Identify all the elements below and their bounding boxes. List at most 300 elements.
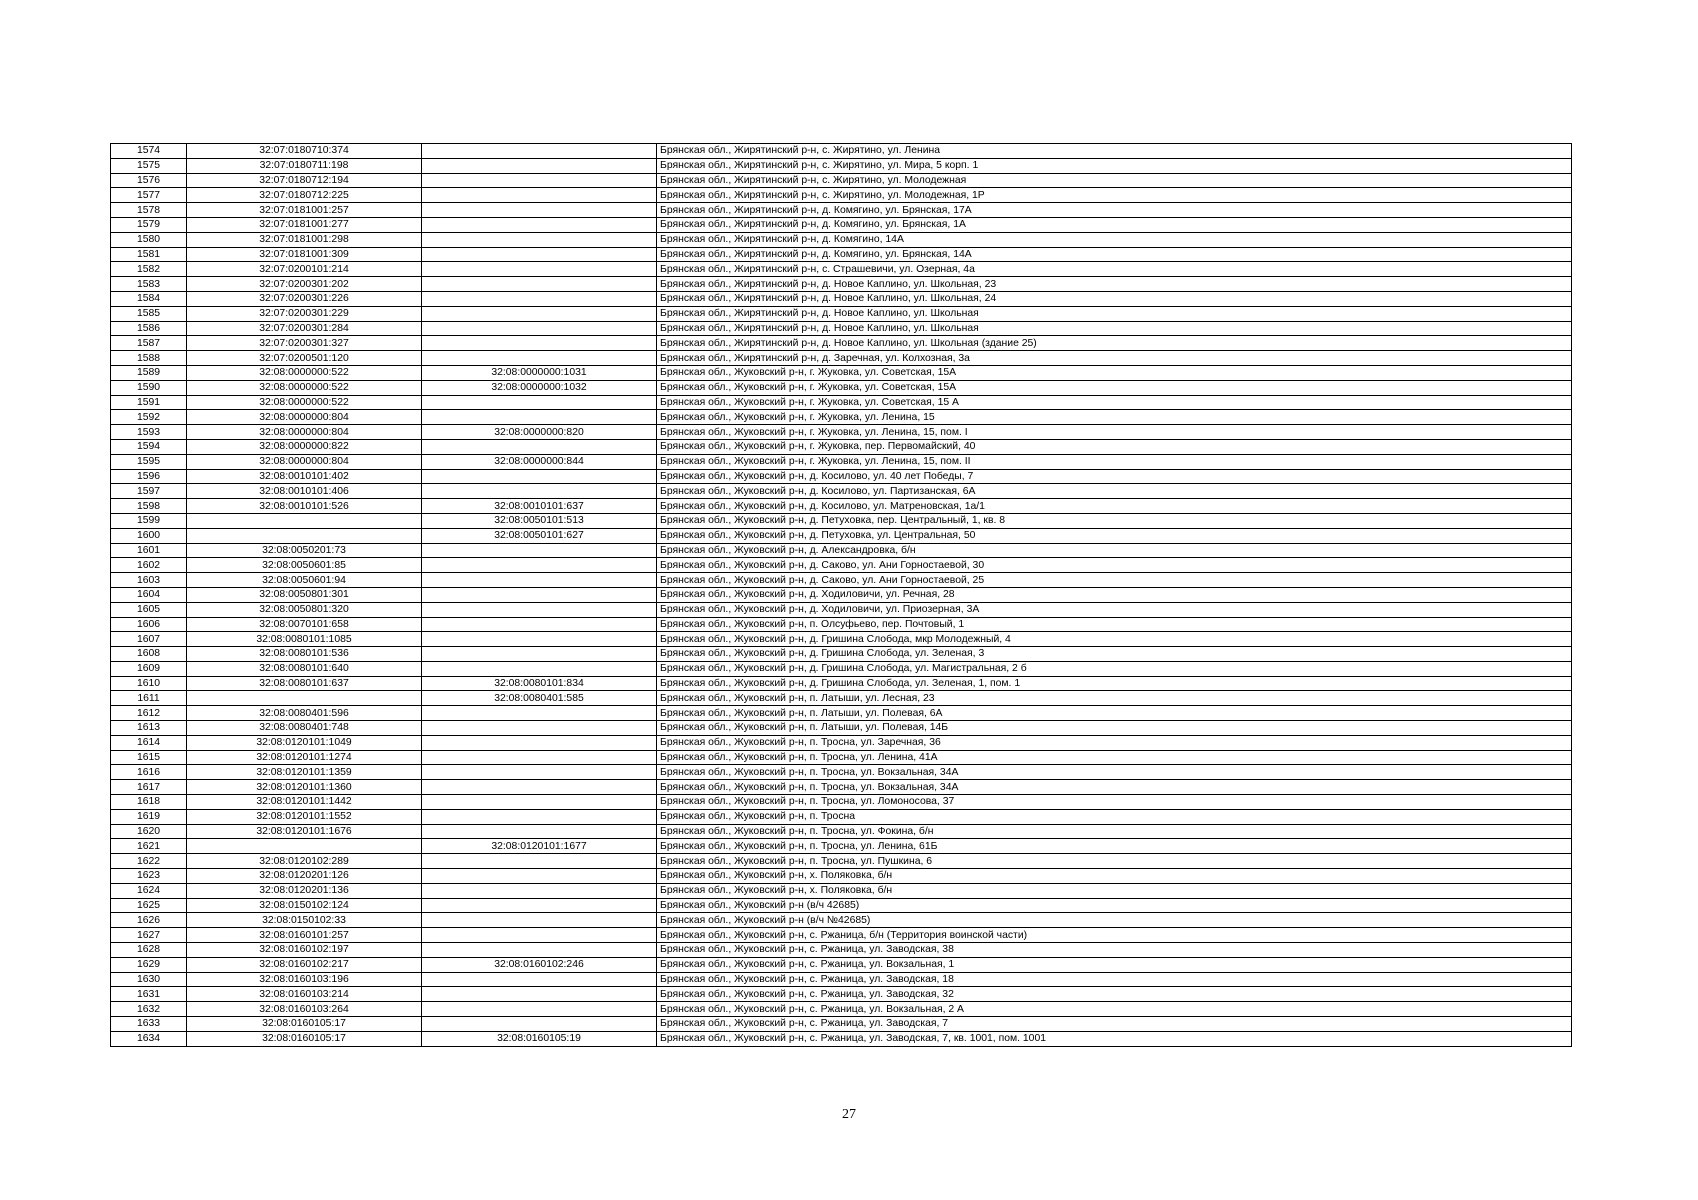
table-row [111, 765, 1572, 780]
address-cell: Брянская обл., Жирятинский р-н, д. Новое Каплино, ул. Школьная [657, 321, 1572, 336]
table-row [111, 691, 1572, 706]
table-row [111, 321, 1572, 336]
address-cell: Брянская обл., Жуковский р-н, г. Жуковка, ул. Ленина, 15, пом. I [657, 425, 1572, 440]
sub-cadastral-number-cell: 32:08:0080401:585 [422, 691, 657, 706]
row-number-cell: 1613 [111, 721, 187, 736]
address-cell: Брянская обл., Жуковский р-н, д. Гришина Слобода, ул. Зеленая, 3 [657, 647, 1572, 662]
cadastral-number-cell: 32:08:0160103:264 [187, 1002, 422, 1017]
sub-cadastral-number-cell: 32:08:0000000:820 [422, 425, 657, 440]
table-row [111, 854, 1572, 869]
cadastral-number-cell: 32:08:0000000:822 [187, 439, 422, 454]
table-row [111, 573, 1572, 588]
row-number-cell: 1607 [111, 632, 187, 647]
row-number-cell: 1632 [111, 1002, 187, 1017]
address-cell: Брянская обл., Жуковский р-н, п. Тросна, ул. Ленина, 41А [657, 750, 1572, 765]
address-cell: Брянская обл., Жуковский р-н, г. Жуковка, пер. Первомайский, 40 [657, 439, 1572, 454]
row-number-cell: 1611 [111, 691, 187, 706]
table-row [111, 883, 1572, 898]
address-cell: Брянская обл., Жуковский р-н, п. Латыши, ул. Лесная, 23 [657, 691, 1572, 706]
table-row [111, 144, 1572, 159]
row-number-cell: 1576 [111, 173, 187, 188]
address-cell: Брянская обл., Жуковский р-н, п. Тросна, ул. Вокзальная, 34А [657, 765, 1572, 780]
address-cell: Брянская обл., Жирятинский р-н, д. Новое Каплино, ул. Школьная, 23 [657, 277, 1572, 292]
sub-cadastral-number-cell: 32:08:0080101:834 [422, 676, 657, 691]
sub-cadastral-number-cell [422, 735, 657, 750]
table-row [111, 617, 1572, 632]
cadastral-number-cell: 32:08:0120101:1676 [187, 824, 422, 839]
row-number-cell: 1585 [111, 306, 187, 321]
sub-cadastral-number-cell [422, 306, 657, 321]
cadastral-number-cell: 32:08:0050801:301 [187, 587, 422, 602]
cadastral-number-cell: 32:08:0150102:124 [187, 898, 422, 913]
table-row [111, 365, 1572, 380]
address-cell: Брянская обл., Жуковский р-н, п. Латыши, ул. Полевая, 14Б [657, 721, 1572, 736]
sub-cadastral-number-cell [422, 587, 657, 602]
address-cell: Брянская обл., Жуковский р-н, д. Косилово, ул. Матреновская, 1а/1 [657, 499, 1572, 514]
sub-cadastral-number-cell [422, 336, 657, 351]
table-row [111, 439, 1572, 454]
table-row [111, 928, 1572, 943]
row-number-cell: 1634 [111, 1031, 187, 1046]
sub-cadastral-number-cell [422, 321, 657, 336]
sub-cadastral-number-cell [422, 898, 657, 913]
address-cell: Брянская обл., Жирятинский р-н, д. Новое Каплино, ул. Школьная (здание 25) [657, 336, 1572, 351]
cadastral-number-cell: 32:08:0160105:17 [187, 1017, 422, 1032]
sub-cadastral-number-cell [422, 987, 657, 1002]
address-cell: Брянская обл., Жирятинский р-н, д. Новое Каплино, ул. Школьная [657, 306, 1572, 321]
address-cell: Брянская обл., Жирятинский р-н, с. Жирятино, ул. Молодежная [657, 173, 1572, 188]
row-number-cell: 1588 [111, 351, 187, 366]
cadastral-number-cell: 32:07:0181001:277 [187, 217, 422, 232]
table-row [111, 336, 1572, 351]
cadastral-number-cell: 32:08:0080401:748 [187, 721, 422, 736]
row-number-cell: 1614 [111, 735, 187, 750]
page-number: 27 [842, 1107, 856, 1122]
sub-cadastral-number-cell [422, 602, 657, 617]
table-row [111, 898, 1572, 913]
address-cell: Брянская обл., Жирятинский р-н, с. Жирятино, ул. Молодежная, 1Р [657, 188, 1572, 203]
address-cell: Брянская обл., Жуковский р-н (в/ч №42685) [657, 913, 1572, 928]
cadastral-number-cell: 32:08:0160105:17 [187, 1031, 422, 1046]
table-row [111, 957, 1572, 972]
sub-cadastral-number-cell [422, 291, 657, 306]
cadastral-number-cell: 32:08:0160102:197 [187, 943, 422, 958]
sub-cadastral-number-cell [422, 883, 657, 898]
row-number-cell: 1590 [111, 380, 187, 395]
table-row [111, 869, 1572, 884]
row-number-cell: 1594 [111, 439, 187, 454]
cadastral-number-cell: 32:07:0200101:214 [187, 262, 422, 277]
address-cell: Брянская обл., Жуковский р-н, п. Тросна, ул. Ломоносова, 37 [657, 795, 1572, 810]
table-row [111, 543, 1572, 558]
table-row [111, 721, 1572, 736]
row-number-cell: 1633 [111, 1017, 187, 1032]
cadastral-number-cell: 32:07:0200301:284 [187, 321, 422, 336]
sub-cadastral-number-cell: 32:08:0000000:1031 [422, 365, 657, 380]
row-number-cell: 1621 [111, 839, 187, 854]
address-cell: Брянская обл., Жуковский р-н, х. Поляковка, б/н [657, 869, 1572, 884]
cadastral-number-cell: 32:08:0080101:1085 [187, 632, 422, 647]
address-cell: Брянская обл., Жуковский р-н, с. Ржаница, б/н (Территория воинской части) [657, 928, 1572, 943]
sub-cadastral-number-cell [422, 558, 657, 573]
cadastral-number-cell: 32:07:0200301:226 [187, 291, 422, 306]
table-row [111, 647, 1572, 662]
cadastral-number-cell: 32:08:0000000:522 [187, 395, 422, 410]
row-number-cell: 1583 [111, 277, 187, 292]
address-cell: Брянская обл., Жирятинский р-н, с. Жирятино, ул. Ленина [657, 144, 1572, 159]
table-row [111, 351, 1572, 366]
sub-cadastral-number-cell [422, 203, 657, 218]
table-row [111, 839, 1572, 854]
address-cell: Брянская обл., Жуковский р-н, х. Поляковка, б/н [657, 883, 1572, 898]
sub-cadastral-number-cell [422, 854, 657, 869]
row-number-cell: 1598 [111, 499, 187, 514]
table-row [111, 277, 1572, 292]
table-row [111, 454, 1572, 469]
cadastral-number-cell: 32:08:0000000:804 [187, 425, 422, 440]
table-row [111, 232, 1572, 247]
sub-cadastral-number-cell: 32:08:0160105:19 [422, 1031, 657, 1046]
address-cell: Брянская обл., Жирятинский р-н, д. Комягино, ул. Брянская, 14А [657, 247, 1572, 262]
row-number-cell: 1593 [111, 425, 187, 440]
address-cell: Брянская обл., Жуковский р-н, с. Ржаница, ул. Заводская, 32 [657, 987, 1572, 1002]
row-number-cell: 1630 [111, 972, 187, 987]
row-number-cell: 1599 [111, 513, 187, 528]
sub-cadastral-number-cell [422, 706, 657, 721]
sub-cadastral-number-cell [422, 869, 657, 884]
sub-cadastral-number-cell [422, 1017, 657, 1032]
sub-cadastral-number-cell [422, 469, 657, 484]
row-number-cell: 1610 [111, 676, 187, 691]
row-number-cell: 1609 [111, 661, 187, 676]
cadastral-number-cell: 32:07:0200301:327 [187, 336, 422, 351]
row-number-cell: 1620 [111, 824, 187, 839]
table-row [111, 1002, 1572, 1017]
cadastral-number-cell: 32:08:0010101:402 [187, 469, 422, 484]
table-row [111, 528, 1572, 543]
sub-cadastral-number-cell [422, 573, 657, 588]
table-row [111, 706, 1572, 721]
sub-cadastral-number-cell [422, 173, 657, 188]
cadastral-number-cell: 32:08:0080101:640 [187, 661, 422, 676]
sub-cadastral-number-cell [422, 395, 657, 410]
sub-cadastral-number-cell: 32:08:0000000:1032 [422, 380, 657, 395]
address-cell: Брянская обл., Жуковский р-н, д. Гришина Слобода, мкр Молодежный, 4 [657, 632, 1572, 647]
address-cell: Брянская обл., Жуковский р-н, д. Косилово, ул. 40 лет Победы, 7 [657, 469, 1572, 484]
sub-cadastral-number-cell [422, 1002, 657, 1017]
cadastral-number-cell: 32:07:0181001:309 [187, 247, 422, 262]
registry-table [110, 143, 1572, 1047]
cadastral-number-cell: 32:07:0200301:202 [187, 277, 422, 292]
address-cell: Брянская обл., Жуковский р-н, г. Жуковка, ул. Советская, 15 А [657, 395, 1572, 410]
row-number-cell: 1631 [111, 987, 187, 1002]
sub-cadastral-number-cell [422, 617, 657, 632]
address-cell: Брянская обл., Жуковский р-н, г. Жуковка, ул. Советская, 15А [657, 380, 1572, 395]
address-cell: Брянская обл., Жирятинский р-н, д. Комягино, ул. Брянская, 17А [657, 203, 1572, 218]
cadastral-number-cell: 32:07:0181001:298 [187, 232, 422, 247]
cadastral-number-cell: 32:08:0120101:1360 [187, 780, 422, 795]
row-number-cell: 1615 [111, 750, 187, 765]
sub-cadastral-number-cell [422, 795, 657, 810]
table-row [111, 247, 1572, 262]
row-number-cell: 1619 [111, 809, 187, 824]
sub-cadastral-number-cell [422, 765, 657, 780]
table-row [111, 972, 1572, 987]
table-row [111, 395, 1572, 410]
address-cell: Брянская обл., Жуковский р-н, с. Ржаница, ул. Вокзальная, 1 [657, 957, 1572, 972]
cadastral-number-cell [187, 691, 422, 706]
cadastral-number-cell: 32:07:0180710:374 [187, 144, 422, 159]
row-number-cell: 1624 [111, 883, 187, 898]
cadastral-number-cell: 32:08:0080101:536 [187, 647, 422, 662]
table-row [111, 780, 1572, 795]
row-number-cell: 1626 [111, 913, 187, 928]
row-number-cell: 1586 [111, 321, 187, 336]
table-row [111, 1017, 1572, 1032]
sub-cadastral-number-cell: 32:08:0050101:627 [422, 528, 657, 543]
table-row [111, 173, 1572, 188]
address-cell: Брянская обл., Жуковский р-н, г. Жуковка, ул. Советская, 15А [657, 365, 1572, 380]
row-number-cell: 1612 [111, 706, 187, 721]
row-number-cell: 1591 [111, 395, 187, 410]
address-cell: Брянская обл., Жуковский р-н, п. Латыши, ул. Полевая, 6А [657, 706, 1572, 721]
row-number-cell: 1577 [111, 188, 187, 203]
cadastral-number-cell: 32:07:0200301:229 [187, 306, 422, 321]
address-cell: Брянская обл., Жуковский р-н, д. Гришина Слобода, ул. Зеленая, 1, пом. 1 [657, 676, 1572, 691]
row-number-cell: 1608 [111, 647, 187, 662]
cadastral-number-cell: 32:07:0200501:120 [187, 351, 422, 366]
table-row [111, 809, 1572, 824]
address-cell: Брянская обл., Жирятинский р-н, д. Новое Каплино, ул. Школьная, 24 [657, 291, 1572, 306]
sub-cadastral-number-cell [422, 188, 657, 203]
address-cell: Брянская обл., Жуковский р-н, п. Тросна, ул. Ленина, 61Б [657, 839, 1572, 854]
cadastral-number-cell: 32:07:0180712:225 [187, 188, 422, 203]
row-number-cell: 1589 [111, 365, 187, 380]
cadastral-number-cell: 32:08:0120101:1552 [187, 809, 422, 824]
row-number-cell: 1616 [111, 765, 187, 780]
cadastral-number-cell [187, 528, 422, 543]
address-cell: Брянская обл., Жуковский р-н, д. Саково, ул. Ани Горностаевой, 25 [657, 573, 1572, 588]
address-cell: Брянская обл., Жуковский р-н, п. Олсуфьево, пер. Почтовый, 1 [657, 617, 1572, 632]
address-cell: Брянская обл., Жуковский р-н, п. Тросна, ул. Вокзальная, 34А [657, 780, 1572, 795]
address-cell: Брянская обл., Жуковский р-н, п. Тросна, ул. Пушкина, 6 [657, 854, 1572, 869]
address-cell: Брянская обл., Жуковский р-н, г. Жуковка, ул. Ленина, 15, пом. II [657, 454, 1572, 469]
row-number-cell: 1627 [111, 928, 187, 943]
table-row [111, 735, 1572, 750]
registry-table-body [111, 144, 1572, 1047]
row-number-cell: 1579 [111, 217, 187, 232]
row-number-cell: 1601 [111, 543, 187, 558]
table-row [111, 587, 1572, 602]
row-number-cell: 1587 [111, 336, 187, 351]
table-row [111, 943, 1572, 958]
cadastral-number-cell: 32:08:0160102:217 [187, 957, 422, 972]
row-number-cell: 1592 [111, 410, 187, 425]
address-cell: Брянская обл., Жуковский р-н, с. Ржаница, ул. Вокзальная, 2 А [657, 1002, 1572, 1017]
address-cell: Брянская обл., Жирятинский р-н, д. Заречная, ул. Колхозная, 3а [657, 351, 1572, 366]
sub-cadastral-number-cell [422, 809, 657, 824]
address-cell: Брянская обл., Жуковский р-н, д. Косилово, ул. Партизанская, 6А [657, 484, 1572, 499]
row-number-cell: 1582 [111, 262, 187, 277]
address-cell: Брянская обл., Жуковский р-н, д. Петуховка, ул. Центральная, 50 [657, 528, 1572, 543]
sub-cadastral-number-cell [422, 158, 657, 173]
sub-cadastral-number-cell [422, 144, 657, 159]
table-row [111, 217, 1572, 232]
table-row [111, 824, 1572, 839]
table-row [111, 558, 1572, 573]
row-number-cell: 1617 [111, 780, 187, 795]
row-number-cell: 1605 [111, 602, 187, 617]
row-number-cell: 1597 [111, 484, 187, 499]
address-cell: Брянская обл., Жуковский р-н, п. Тросна, ул. Фокина, б/н [657, 824, 1572, 839]
sub-cadastral-number-cell [422, 277, 657, 292]
table-row [111, 1031, 1572, 1046]
cadastral-number-cell: 32:08:0000000:522 [187, 365, 422, 380]
row-number-cell: 1622 [111, 854, 187, 869]
sub-cadastral-number-cell [422, 943, 657, 958]
row-number-cell: 1606 [111, 617, 187, 632]
table-row [111, 632, 1572, 647]
row-number-cell: 1578 [111, 203, 187, 218]
cadastral-number-cell: 32:08:0160103:196 [187, 972, 422, 987]
address-cell: Брянская обл., Жуковский р-н, с. Ржаница, ул. Заводская, 7, кв. 1001, пом. 1001 [657, 1031, 1572, 1046]
cadastral-number-cell: 32:07:0180711:198 [187, 158, 422, 173]
table-row [111, 661, 1572, 676]
sub-cadastral-number-cell [422, 217, 657, 232]
row-number-cell: 1628 [111, 943, 187, 958]
table-row [111, 484, 1572, 499]
table-row [111, 750, 1572, 765]
address-cell: Брянская обл., Жуковский р-н, д. Александровка, б/н [657, 543, 1572, 558]
sub-cadastral-number-cell [422, 247, 657, 262]
address-cell: Брянская обл., Жирятинский р-н, с. Жирятино, ул. Мира, 5 корп. 1 [657, 158, 1572, 173]
row-number-cell: 1600 [111, 528, 187, 543]
table-row [111, 602, 1572, 617]
sub-cadastral-number-cell: 32:08:0010101:637 [422, 499, 657, 514]
row-number-cell: 1580 [111, 232, 187, 247]
cadastral-number-cell: 32:08:0120201:126 [187, 869, 422, 884]
cadastral-number-cell [187, 839, 422, 854]
cadastral-number-cell: 32:08:0080101:637 [187, 676, 422, 691]
row-number-cell: 1584 [111, 291, 187, 306]
sub-cadastral-number-cell [422, 780, 657, 795]
sub-cadastral-number-cell [422, 972, 657, 987]
row-number-cell: 1623 [111, 869, 187, 884]
sub-cadastral-number-cell [422, 543, 657, 558]
cadastral-number-cell: 32:08:0000000:804 [187, 454, 422, 469]
table-row [111, 410, 1572, 425]
table-row [111, 987, 1572, 1002]
address-cell: Брянская обл., Жуковский р-н, д. Петуховка, пер. Центральный, 1, кв. 8 [657, 513, 1572, 528]
row-number-cell: 1574 [111, 144, 187, 159]
address-cell: Брянская обл., Жуковский р-н, п. Тросна [657, 809, 1572, 824]
cadastral-number-cell: 32:08:0160101:257 [187, 928, 422, 943]
table-row [111, 262, 1572, 277]
sub-cadastral-number-cell [422, 928, 657, 943]
sub-cadastral-number-cell: 32:08:0160102:246 [422, 957, 657, 972]
row-number-cell: 1575 [111, 158, 187, 173]
sub-cadastral-number-cell: 32:08:0050101:513 [422, 513, 657, 528]
sub-cadastral-number-cell [422, 750, 657, 765]
sub-cadastral-number-cell [422, 913, 657, 928]
cadastral-number-cell: 32:08:0150102:33 [187, 913, 422, 928]
sub-cadastral-number-cell [422, 721, 657, 736]
table-row [111, 158, 1572, 173]
address-cell: Брянская обл., Жуковский р-н (в/ч 42685) [657, 898, 1572, 913]
cadastral-number-cell: 32:08:0050801:320 [187, 602, 422, 617]
address-cell: Брянская обл., Жуковский р-н, д. Ходиловичи, ул. Речная, 28 [657, 587, 1572, 602]
cadastral-number-cell: 32:08:0000000:804 [187, 410, 422, 425]
cadastral-number-cell: 32:08:0120201:136 [187, 883, 422, 898]
address-cell: Брянская обл., Жирятинский р-н, д. Комягино, ул. Брянская, 1А [657, 217, 1572, 232]
row-number-cell: 1629 [111, 957, 187, 972]
row-number-cell: 1618 [111, 795, 187, 810]
sub-cadastral-number-cell [422, 262, 657, 277]
sub-cadastral-number-cell [422, 351, 657, 366]
address-cell: Брянская обл., Жирятинский р-н, с. Страшевичи, ул. Озерная, 4а [657, 262, 1572, 277]
sub-cadastral-number-cell [422, 410, 657, 425]
sub-cadastral-number-cell [422, 647, 657, 662]
cadastral-number-cell: 32:08:0010101:406 [187, 484, 422, 499]
cadastral-number-cell: 32:08:0160103:214 [187, 987, 422, 1002]
cadastral-number-cell: 32:08:0120101:1442 [187, 795, 422, 810]
table-row [111, 913, 1572, 928]
cadastral-number-cell: 32:08:0120101:1274 [187, 750, 422, 765]
address-cell: Брянская обл., Жуковский р-н, д. Гришина Слобода, ул. Магистральная, 2 б [657, 661, 1572, 676]
cadastral-number-cell: 32:08:0000000:522 [187, 380, 422, 395]
row-number-cell: 1625 [111, 898, 187, 913]
sub-cadastral-number-cell [422, 632, 657, 647]
table-row [111, 203, 1572, 218]
table-row [111, 499, 1572, 514]
address-cell: Брянская обл., Жуковский р-н, с. Ржаница, ул. Заводская, 7 [657, 1017, 1572, 1032]
sub-cadastral-number-cell: 32:08:0120101:1677 [422, 839, 657, 854]
row-number-cell: 1596 [111, 469, 187, 484]
cadastral-number-cell: 32:08:0050601:85 [187, 558, 422, 573]
table-row [111, 513, 1572, 528]
table-row [111, 380, 1572, 395]
table-row [111, 676, 1572, 691]
row-number-cell: 1602 [111, 558, 187, 573]
address-cell: Брянская обл., Жуковский р-н, с. Ржаница, ул. Заводская, 18 [657, 972, 1572, 987]
table-row [111, 425, 1572, 440]
sub-cadastral-number-cell [422, 484, 657, 499]
table-row [111, 795, 1572, 810]
address-cell: Брянская обл., Жуковский р-н, п. Тросна, ул. Заречная, 36 [657, 735, 1572, 750]
address-cell: Брянская обл., Жуковский р-н, с. Ржаница, ул. Заводская, 38 [657, 943, 1572, 958]
cadastral-number-cell: 32:08:0080401:596 [187, 706, 422, 721]
cadastral-number-cell [187, 513, 422, 528]
cadastral-number-cell: 32:08:0120101:1359 [187, 765, 422, 780]
cadastral-number-cell: 32:08:0120102:289 [187, 854, 422, 869]
table-row [111, 291, 1572, 306]
row-number-cell: 1595 [111, 454, 187, 469]
cadastral-number-cell: 32:08:0120101:1049 [187, 735, 422, 750]
table-row [111, 306, 1572, 321]
sub-cadastral-number-cell [422, 824, 657, 839]
cadastral-number-cell: 32:07:0180712:194 [187, 173, 422, 188]
cadastral-number-cell: 32:08:0050201:73 [187, 543, 422, 558]
cadastral-number-cell: 32:08:0070101:658 [187, 617, 422, 632]
sub-cadastral-number-cell [422, 661, 657, 676]
row-number-cell: 1581 [111, 247, 187, 262]
table-row [111, 469, 1572, 484]
table-row [111, 188, 1572, 203]
sub-cadastral-number-cell [422, 232, 657, 247]
cadastral-number-cell: 32:08:0010101:526 [187, 499, 422, 514]
address-cell: Брянская обл., Жуковский р-н, г. Жуковка, ул. Ленина, 15 [657, 410, 1572, 425]
address-cell: Брянская обл., Жуковский р-н, д. Саково, ул. Ани Горностаевой, 30 [657, 558, 1572, 573]
